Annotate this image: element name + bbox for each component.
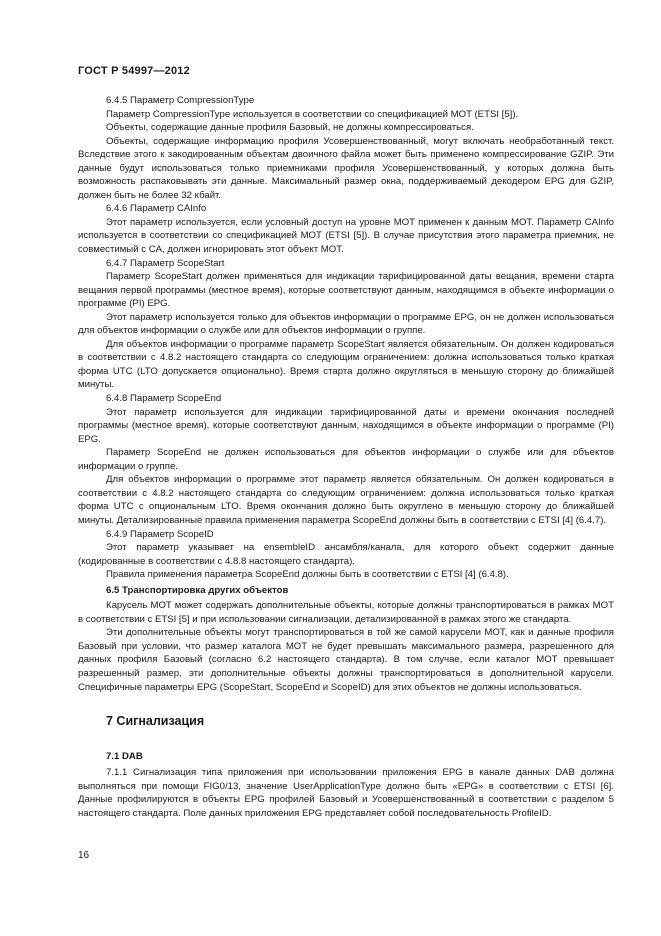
paragraph: Этот параметр используется только для объектов информации о программе EPG, он не должен использоваться для объектов информации о службе или для объектов информации о группе. xyxy=(78,311,614,337)
paragraph: Для объектов информации о программе этот параметр является обязательным. Он должен кодироваться в соответствии с 4.8.2 настоящего стандарта со следующим ограничением: должна использоваться только краткая форма UTC с опциональным LTO. Время окончания должно быть округлено в меньшую сторону до ближайшей минуты. Детализированные правила применения параметра ScopeEnd должны быть в соответствии с ETSI [4] (6.4.7). xyxy=(78,474,614,526)
paragraph: Карусель MOT может содержать дополнительные объекты, которые должны транспортироваться в рамках MOT в соответствии с ETSI [5] и при использовании сигнализации, детализированной в рамках этого же стандарта. xyxy=(78,600,614,625)
page-number: 16 xyxy=(78,850,90,861)
paragraph: Параметр ScopeEnd не должен использоваться для объектов информации о службе или для объектов информации о группе. xyxy=(78,447,614,472)
paragraph: Параметр CompressionType используется в соответствии со спецификацией MOT (ETSI [5]). xyxy=(106,108,519,120)
paragraph: Этот параметр указывает на ensembleID ансамбля/канала, для которого объект содержит данные (кодированные в соответствии с 4.8.8 настоящего стандарта). xyxy=(78,542,614,567)
paragraph: Этот параметр используется, если условный доступ на уровне MOT применен к данным MOT. Параметр CAInfo используется в соответствии со спецификацией MOT (ETSI [5]). В случае присутствия этого параметра приемник, не совместимый с CA, должен игнорировать этот объект MOT. xyxy=(78,216,614,256)
paragraph: Параметр ScopeStart должен применяться для индикации тарифицированной даты вещания, времени старта вещания первой программы (местное время), которые соответствуют данным, находящимся в объекте информации о программе (PI) EPG. xyxy=(78,271,614,310)
subsection-heading: 6.4.7 Параметр ScopeStart xyxy=(106,257,225,269)
document-header: ГОСТ Р 54997—2012 xyxy=(78,65,190,77)
paragraph: Этот параметр используется для индикации тарифицированной даты и времени окончания последней программы (местное время), которые соответствуют данным, находящимся в объекте информации о программе (PI) EPG. xyxy=(78,406,614,445)
paragraph: Правила применения параметра ScopeEnd должны быть в соответствии с ETSI [4] (6.4.8). xyxy=(106,569,509,581)
paragraph: Эти дополнительные объекты могут транспортироваться в той же самой карусели MOT, как и данные профиля Базовый при условии, что размер каталога MOT не будет превышать максимального размера, разрешенного для данных профиля Базовый (согласно 6.2 настоящего стандарта). В том случае, если каталог MOT превышает разрешенный размер, эти дополнительные объекты должны транспортироваться в дополнительной карусели. Специфичные параметры EPG (ScopeStart, ScopeEnd и ScopeID) для этих объектов не должны использоваться. xyxy=(78,627,614,693)
subsection-heading: 6.4.9 Параметр ScopeID xyxy=(106,528,214,540)
chapter-heading: 7 Сигнализация xyxy=(106,714,205,729)
paragraph: Для объектов информации о программе параметр ScopeStart является обязательным. Он должен кодироваться в соответствии с 4.8.2 настоящего стандарта со следующим ограничением: должна использоваться только краткая форма UTC (LTO допускается опционально). Время старта должно округляться в меньшую сторону до ближайшей минуты. xyxy=(78,338,614,391)
section-heading: 6.5 Транспортировка других объектов xyxy=(106,584,289,596)
paragraph: Объекты, содержащие данные профиля Базовый, не должны компрессироваться. xyxy=(106,122,474,134)
subsection-heading: 6.4.6 Параметр CAInfo xyxy=(106,203,207,215)
paragraph: Объекты, содержащие информацию профиля Усовершенствованный, могут включать необработанный текст. Вследствие этого к закодированным объектам двоичного файла может быть применено компрессирование GZIP. Эти данные будут использоваться только приемниками профиля Усовершенствованный, у которых должна быть возможность распаковывать эти данные. Максимальный размер окна, поддерживаемый декодером EPG для GZIP, должен быть не более 32 кбайт. xyxy=(78,135,614,201)
subsection-heading: 6.4.8 Параметр ScopeEnd xyxy=(106,393,222,405)
document-body xyxy=(78,94,614,820)
section-heading: 7.1 DAB xyxy=(106,750,143,762)
subsection-heading: 6.4.5 Параметр CompressionType xyxy=(106,95,255,106)
paragraph: 7.1.1 Сигнализация типа приложения при использовании приложения EPG в канале данных DAB должна выполняться при помощи FIG0/13, значение UserApplicationType должно быть «EPG» в соответствии с ETSI [6]. Данные профилируются в объекты EPG профилей Базовый и Усовершенствованный в соответствии с разделом 5 настоящего стандарта. Поле данных приложения EPG представляет собой последовательность ProfileID. xyxy=(78,767,614,819)
